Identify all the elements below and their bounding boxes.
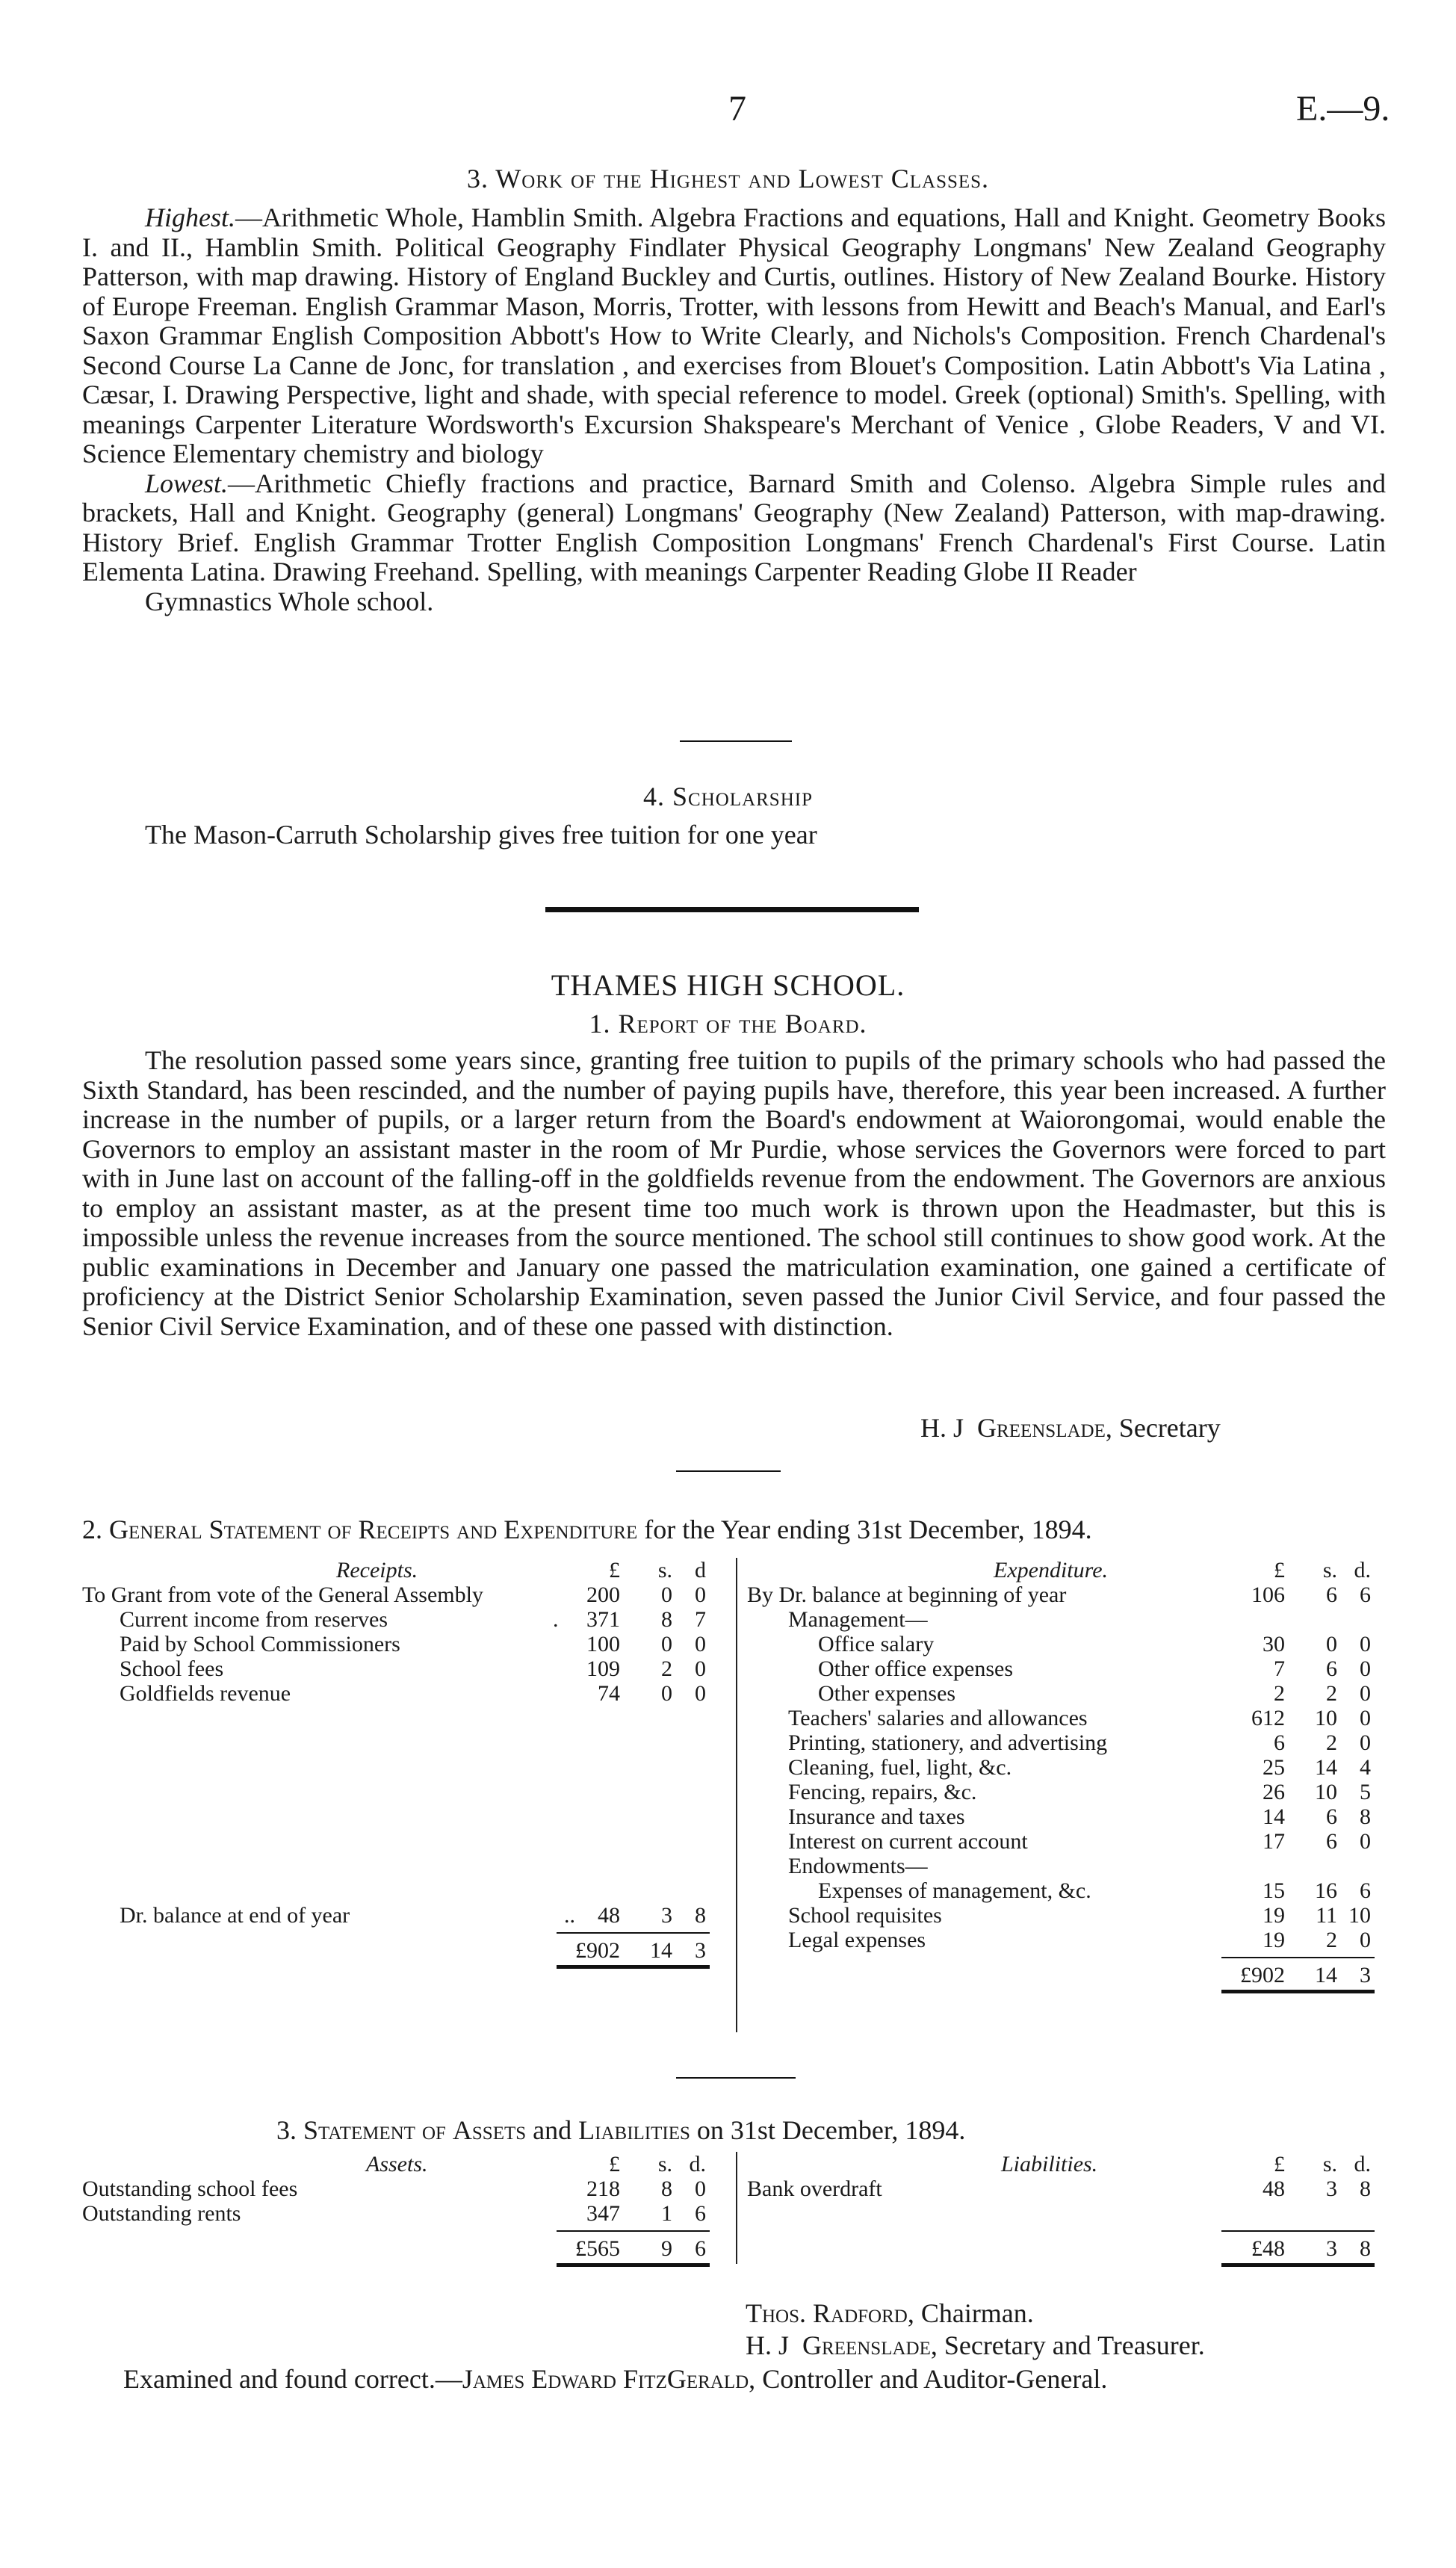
expenditure-label: Interest on current account [788,1829,1028,1854]
expenditure-row [747,1755,1397,1780]
assets-header-title: Assets. [366,2152,428,2176]
assets-total-rule-bottom [557,2263,710,2267]
report-signature [920,1412,1221,1444]
receipts-total-wrap [82,1928,732,1973]
expenditure-pounds: 6 [1274,1730,1285,1755]
chairman-role: Chairman. [920,2298,1034,2328]
receipt-label: To Grant from vote of the General Assembly [82,1582,483,1607]
expenditure-label: Expenses of management, &c. [818,1878,1091,1903]
expenditure-pounds: 25 [1263,1755,1285,1780]
receipt-balance-shillings: 3 [661,1903,672,1928]
school-title: THAMES HIGH SCHOOL. [551,968,905,1002]
assets-total-wrap [82,2226,732,2271]
expenditure-pounds: 15 [1263,1878,1285,1903]
assets-total-rule-top [557,2230,710,2232]
expenditure-label: Fencing, repairs, &c. [788,1780,977,1804]
expenditure-label: Management— [788,1607,928,1632]
expenditure-pounds: 612 [1251,1706,1285,1730]
liabilities-total-rule-top [1221,2230,1375,2232]
expenditure-row [747,1804,1397,1829]
expenditure-shillings: 6 [1326,1804,1337,1829]
expenditure-shillings: 6 [1326,1582,1337,1607]
work-paragraph [82,203,1386,616]
expenditure-label: School requisites [788,1903,942,1928]
assets-header-pence-sym: d. [689,2152,706,2176]
expenditure-pounds: 7 [1274,1656,1285,1681]
receipt-row [82,1681,732,1706]
expenditure-pence: 8 [1360,1804,1371,1829]
expenditure-label: Endowments— [788,1854,928,1878]
expenditure-total-rule-top [1221,1957,1375,1958]
liabilities-header-title: Liabilities. [1001,2152,1098,2176]
signature-initials: H. J [920,1413,964,1443]
expenditure-label: Teachers' salaries and allowances [788,1706,1088,1730]
spacer-row [82,1878,732,1903]
assets-header-shillings-sym: s. [657,2152,672,2176]
expenditure-row [747,1829,1397,1854]
lowest-paragraph [82,469,1386,587]
expenditure-row [747,1607,1397,1632]
secretary-initials: H. J [746,2330,790,2360]
expenditure-label: Office salary [818,1632,935,1656]
highest-label: Highest. [145,202,235,232]
receipt-pence: 0 [695,1582,706,1607]
receipt-row [82,1607,732,1632]
receipts-header-title: Receipts. [336,1558,418,1582]
expenditure-pence: 10 [1348,1903,1371,1928]
expenditure-shillings: 6 [1326,1829,1337,1854]
receipt-pence: 0 [695,1681,706,1706]
expenditure-pence: 5 [1360,1780,1371,1804]
receipt-dot: . [553,1607,559,1632]
asset-pounds: 347 [586,2201,620,2226]
expenditure-pence: 4 [1360,1755,1371,1780]
secretary-signature [746,2330,1205,2361]
liabilities-total-rule-bottom [1221,2263,1375,2267]
expenditure-pounds: 2 [1274,1681,1285,1706]
asset-shillings: 1 [661,2201,672,2226]
auditor-line [123,2363,1107,2395]
asset-label: Outstanding rents [82,2201,241,2226]
expenditure-header [747,1558,1397,1582]
expenditure-header-pounds-sym: £ [1274,1558,1285,1582]
asset-pence: 0 [695,2176,706,2201]
receipts-header-pence-sym: d [695,1558,706,1582]
chairman-first: Thos. [746,2298,807,2328]
expenditure-label: Printing, stationery, and advertising [788,1730,1108,1755]
expenditure-shillings: 16 [1315,1878,1337,1903]
receipt-shillings: 0 [661,1681,672,1706]
lowest-text: —Arithmetic Chiefly fractions and practice, Barnard Smith and Colenso. Algebra Simple rules and brackets, Hall and Knight. Geography (general) Longmans' Geography (New Zealand) Patterson, with map-drawing. History Brief. English Grammar Trotter English Composition Longmans' French Chardenal's First Course. Latin Elementa Latina. Drawing Freehand. Spelling, with meanings Carpenter Reading Globe II Reader [82,468,1386,587]
receipt-balance-label: Dr. balance at end of year [120,1903,350,1928]
receipts-total-pounds: £902 [575,1938,620,1963]
expenditure-total-rule-bottom [1221,1990,1375,1993]
expenditure-row [747,1878,1397,1903]
expenditure-row [747,1854,1397,1878]
assets-header-pounds-sym: £ [609,2152,620,2176]
scholarship-text: The Mason-Carruth Scholarship gives free tuition for one year [145,820,817,850]
expenditure-label: Legal expenses [788,1928,926,1952]
receipt-pence: 0 [695,1656,706,1681]
expenditure-header-title: Expenditure. [994,1558,1109,1582]
expenditure-label: Other expenses [818,1681,956,1706]
expenditure-table [747,1558,1397,1997]
liability-row [747,2176,1397,2201]
receipts-total-rule-bottom [557,1965,710,1969]
receipt-balance-pounds: 48 [598,1903,620,1928]
liabilities-total-shillings: 3 [1326,2236,1337,2261]
expenditure-pence: 0 [1360,1730,1371,1755]
signature-role: Secretary [1118,1413,1221,1443]
receipt-pounds: 74 [598,1681,620,1706]
spacer-row [82,1780,732,1804]
asset-pence: 6 [695,2201,706,2226]
statement3-title-prefix: 3. Statement of [276,2115,446,2145]
receipt-row [82,1582,732,1607]
expenditure-row [747,1730,1397,1755]
receipt-label: School fees [120,1656,224,1681]
divider [676,2077,796,2079]
asset-row [82,2201,732,2226]
spacer-row [82,1804,732,1829]
receipts-header [82,1558,732,1582]
expenditure-pounds: 17 [1263,1829,1285,1854]
liabilities-total-pounds: £48 [1251,2236,1285,2261]
receipt-pence: 0 [695,1632,706,1656]
expenditure-row [747,1780,1397,1804]
expenditure-label: Insurance and taxes [788,1804,965,1829]
expenditure-row [747,1706,1397,1730]
auditor-name: James Edward FitzGerald, [462,2364,756,2394]
expenditure-shillings: 6 [1326,1656,1337,1681]
expenditure-pence: 0 [1360,1706,1371,1730]
statement3-title-suffix: on 31st December, 1894. [696,2115,966,2145]
spacer-row [82,1755,732,1780]
receipts-table [82,1558,732,1973]
expenditure-pence: 0 [1360,1681,1371,1706]
expenditure-shillings: 10 [1315,1780,1337,1804]
expenditure-total-shillings: 14 [1315,1963,1337,1987]
chairman-signature [746,2298,1034,2329]
chairman-name: Radford, [813,2298,914,2328]
expenditure-row [747,1681,1397,1706]
assets-header [82,2152,732,2176]
divider [680,740,792,742]
receipt-pounds: 200 [586,1582,620,1607]
liabilities-table [747,2152,1397,2271]
assets-total [82,2236,732,2261]
highest-paragraph [82,203,1386,469]
receipt-balance-row [82,1903,732,1928]
receipt-pounds: 109 [586,1656,620,1681]
expenditure-header-pence-sym: d. [1354,1558,1371,1582]
statement2-title [82,1514,1092,1545]
expenditure-total [747,1963,1397,1987]
expenditure-total-pounds: £902 [1240,1963,1285,1987]
auditor-role: Controller and Auditor-General. [762,2364,1108,2394]
signature-name: Greenslade, [977,1413,1112,1443]
receipts-header-pounds-sym: £ [609,1558,620,1582]
receipt-shillings: 2 [661,1656,672,1681]
asset-pounds: 218 [586,2176,620,2201]
section-title-scholarship: 4. Scholarship [643,782,813,811]
divider [676,1470,781,1472]
expenditure-row [747,1903,1397,1928]
spacer-row [82,1854,732,1878]
expenditure-pence: 6 [1360,1878,1371,1903]
page-ref: E.—9. [1296,89,1390,129]
report-paragraph [82,1046,1386,1341]
statement3-title [276,2114,965,2146]
liability-pounds: 48 [1263,2176,1285,2201]
page-number: 7 [728,89,746,129]
expenditure-row [747,1928,1397,1952]
expenditure-shillings: 11 [1316,1903,1337,1928]
assets-total-shillings: 9 [661,2236,672,2261]
receipts-header-shillings-sym: s. [657,1558,672,1582]
liabilities-total [747,2236,1397,2261]
spacer-row [747,2201,1397,2226]
statement3-title-liabilities: Liabilities [578,2115,690,2145]
secretary-name: Greenslade, [802,2330,938,2360]
expenditure-row [747,1656,1397,1681]
spacer-row [82,1829,732,1854]
spacer-row [82,1706,732,1730]
expenditure-pence: 0 [1360,1928,1371,1952]
expenditure-pounds: 30 [1263,1632,1285,1656]
expenditure-shillings: 2 [1326,1928,1337,1952]
lowest-label: Lowest. [145,468,229,498]
assets-table [82,2152,732,2271]
receipt-shillings: 0 [661,1632,672,1656]
receipt-shillings: 0 [661,1582,672,1607]
expenditure-label: Other office expenses [818,1656,1014,1681]
receipt-row [82,1632,732,1656]
secretary-role: Secretary and Treasurer. [944,2330,1205,2360]
expenditure-header-shillings-sym: s. [1322,1558,1337,1582]
expenditure-pounds: 106 [1251,1582,1285,1607]
receipt-balance-dots: .. [564,1903,575,1928]
asset-shillings: 8 [661,2176,672,2201]
statement3-title-and: and [533,2115,572,2145]
spacer-row [82,1730,732,1755]
receipt-pounds: 100 [586,1632,620,1656]
expenditure-total-pence: 3 [1360,1963,1371,1987]
receipt-label: Goldfields revenue [120,1681,291,1706]
receipts-total [82,1938,732,1963]
receipt-row [82,1656,732,1681]
liability-label: Bank overdraft [747,2176,882,2201]
receipt-shillings: 8 [661,1607,672,1632]
liability-shillings: 3 [1326,2176,1337,2201]
asset-label: Outstanding school fees [82,2176,298,2201]
expenditure-shillings: 14 [1315,1755,1337,1780]
expenditure-pounds: 14 [1263,1804,1285,1829]
expenditure-shillings: 2 [1326,1681,1337,1706]
assets-total-pounds: £565 [575,2236,620,2261]
statement2-title-suffix: for the Year ending 31st December, 1894. [644,1514,1092,1544]
highest-text: —Arithmetic Whole, Hamblin Smith. Algebra Fractions and equations, Hall and Knight. Geometry Books I. and II., Hamblin Smith. Political Geography Findlater Physical Geography Longmans' New Zealand Geography Patterson, with map drawing. History of England Buckley and Curtis, outlines. History of New Zealand Bourke. History of Europe Freeman. English Grammar Mason, Morris, Trotter, with lessons from Hewitt and Beach's Manual, and Earl's Saxon Grammar English Composition Abbott's How to Write Clearly, and Nichols's Composition. French Chardenal's Second Course La Canne de Jonc, for translation , and exercises from Blouet's Composition. Latin Abbott's Via Latina , Cæsar, I. Drawing Perspective, light and shade, with special reference to model. Greek (optional) Smith's. Spelling, with meanings Carpenter Literature Wordsworth's Excursion Shakspeare's Merchant of Venice , Globe Readers, V and VI. Science Elementary chemistry and biology [82,202,1386,468]
receipt-label: Current income from reserves [120,1607,388,1632]
table-divider [736,2152,737,2264]
expenditure-pounds: 19 [1263,1903,1285,1928]
expenditure-pence: 6 [1360,1582,1371,1607]
table-divider [736,1558,737,2032]
expenditure-shillings: 0 [1326,1632,1337,1656]
expenditure-row [747,1632,1397,1656]
expenditure-label: Cleaning, fuel, light, &c. [788,1755,1012,1780]
expenditure-pence: 0 [1360,1632,1371,1656]
liabilities-header-shillings-sym: s. [1322,2152,1337,2176]
assets-total-pence: 6 [695,2236,706,2261]
receipt-label: Paid by School Commissioners [120,1632,400,1656]
report-text: The resolution passed some years since, granting free tuition to pupils of the primary schools who had passed the Sixth Standard, has been rescinded, and the number of paying pupils have, therefore, this year been increased. A further increase in the number of pupils, or a larger return from the Board's endowment at Waiorongomai, would enable the Governors to employ an assistant master in the room of Mr Purdie, whose services the Governors were forced to part with in June last on account of the falling-off in the goldfields revenue from the endowment. The Governors are anxious to employ an assistant master, as at the present time too much work is thrown upon the Headmaster, but this is impossible unless the revenue increases from the source mentioned. The school still continues to show good work. At the public examinations in December and January one passed the matriculation examination, one gained a certificate of proficiency at the District Senior Scholarship Examination, seven passed the Junior Civil Service, and four passed the Senior Civil Service Examination, and of these one passed with distinction. [82,1045,1386,1341]
expenditure-pence: 0 [1360,1656,1371,1681]
liability-pence: 8 [1360,2176,1371,2201]
receipt-pounds: 371 [586,1607,620,1632]
expenditure-label: By Dr. balance at beginning of year [747,1582,1067,1607]
receipts-total-rule-top [557,1932,710,1934]
liabilities-header-pence-sym: d. [1354,2152,1371,2176]
receipts-total-shillings: 14 [650,1938,672,1963]
expenditure-pence: 0 [1360,1829,1371,1854]
liabilities-total-pence: 8 [1360,2236,1371,2261]
expenditure-total-wrap [747,1952,1397,1997]
expenditure-shillings: 2 [1326,1730,1337,1755]
liabilities-header-pounds-sym: £ [1274,2152,1285,2176]
gymnastics-line: Gymnastics Whole school. [145,586,434,616]
asset-row [82,2176,732,2201]
expenditure-row [747,1582,1397,1607]
statement2-title-prefix: 2. General Statement of Receipts and Expenditure [82,1514,638,1544]
report-title: 1. Report of the Board. [589,1009,867,1039]
liabilities-total-wrap [747,2226,1397,2271]
expenditure-pounds: 19 [1263,1928,1285,1952]
receipt-pence: 7 [695,1607,706,1632]
section-title-work: 3. Work of the Highest and Lowest Classes. [466,164,990,194]
expenditure-pounds: 26 [1263,1780,1285,1804]
liabilities-header [747,2152,1397,2176]
receipt-balance-pence: 8 [695,1903,706,1928]
statement3-title-assets: Assets [452,2115,527,2145]
examined-text: Examined and found correct.— [123,2364,462,2394]
section-divider-thick [545,907,919,912]
receipts-total-pence: 3 [695,1938,706,1963]
expenditure-shillings: 10 [1315,1706,1337,1730]
